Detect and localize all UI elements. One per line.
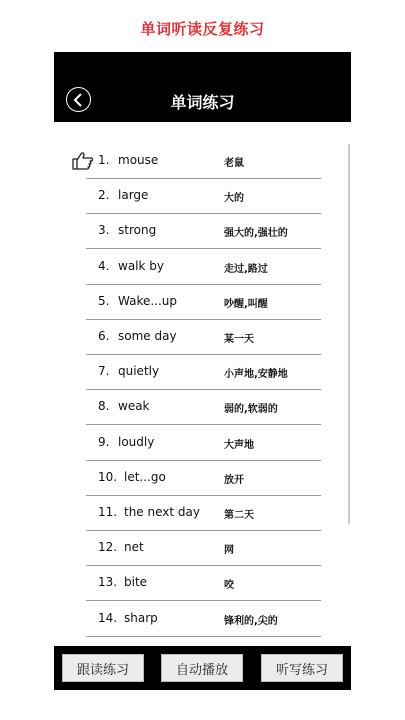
- word-number: 3.: [98, 223, 110, 238]
- word-row[interactable]: [54, 565, 351, 600]
- word-number: 6.: [98, 329, 110, 343]
- word-text: some day: [118, 329, 177, 343]
- word-text: weak: [118, 399, 150, 414]
- word-row[interactable]: [54, 495, 351, 530]
- word-number: 7.: [98, 364, 110, 379]
- word-number: 10.: [98, 469, 118, 484]
- word-row[interactable]: [54, 213, 351, 248]
- word-meaning: 强大的,强壮的: [224, 228, 288, 240]
- word-text: strong: [118, 223, 157, 238]
- word-row[interactable]: [54, 530, 351, 565]
- word-text: net: [124, 540, 144, 555]
- word-row[interactable]: [54, 284, 351, 319]
- word-row[interactable]: [54, 460, 351, 495]
- word-row[interactable]: [54, 178, 351, 213]
- word-number: 2.: [98, 188, 110, 203]
- word-meaning: 某一天: [224, 334, 254, 345]
- row-divider: [86, 636, 321, 637]
- word-row[interactable]: [54, 319, 351, 354]
- word-number: 4.: [98, 258, 110, 273]
- word-row[interactable]: [54, 354, 351, 389]
- word-text: bite: [124, 575, 148, 590]
- word-number: 14.: [98, 610, 118, 625]
- word-meaning: 弱的,软弱的: [224, 404, 278, 416]
- auto-play-button[interactable]: 自动播放: [161, 654, 243, 682]
- word-number: 1.: [98, 153, 110, 167]
- word-text: mouse: [118, 153, 159, 167]
- word-meaning: 放开: [224, 474, 244, 486]
- phone-screen: [54, 52, 351, 690]
- word-list[interactable]: [54, 122, 351, 646]
- word-meaning: 走过,路过: [224, 263, 268, 275]
- word-meaning: 大的: [224, 193, 244, 205]
- scrollbar[interactable]: [348, 144, 350, 524]
- page-title: 单词练习: [170, 93, 235, 112]
- word-meaning: 咬: [224, 580, 234, 592]
- dictation-button[interactable]: 听写练习: [261, 654, 343, 682]
- word-text: the next day: [124, 505, 200, 519]
- word-text: sharp: [124, 610, 158, 625]
- word-meaning: 老鼠: [224, 158, 244, 169]
- word-row[interactable]: [54, 143, 351, 178]
- word-text: loudly: [118, 434, 155, 449]
- word-meaning: 第二天: [224, 510, 254, 521]
- word-number: 9.: [98, 434, 110, 449]
- word-meaning: 大声地: [224, 439, 254, 451]
- word-number: 5.: [98, 293, 110, 308]
- word-row[interactable]: [54, 601, 351, 636]
- word-text: let...go: [124, 469, 166, 484]
- word-row[interactable]: [54, 425, 351, 460]
- word-meaning: 锋利的,尖的: [224, 615, 278, 627]
- follow-read-button[interactable]: 跟读练习: [62, 654, 144, 682]
- word-text: walk by: [118, 258, 164, 273]
- word-number: 8.: [98, 399, 110, 414]
- word-meaning: 吵醒,叫醒: [224, 298, 268, 310]
- screenshot-caption: 单词听读反复练习: [140, 20, 265, 38]
- word-number: 11.: [98, 505, 118, 519]
- pointing-hand-icon: [72, 151, 94, 171]
- app-header: [54, 52, 351, 122]
- word-number: 12.: [98, 540, 118, 555]
- word-meaning: 小声地,安静地: [224, 369, 288, 381]
- word-text: large: [118, 188, 149, 203]
- word-row[interactable]: [54, 389, 351, 424]
- word-text: Wake...up: [118, 293, 178, 308]
- bottom-toolbar: [54, 646, 351, 690]
- word-row[interactable]: [54, 249, 351, 284]
- word-meaning: 网: [224, 545, 234, 557]
- word-number: 13.: [98, 575, 118, 590]
- word-text: quietly: [118, 364, 160, 379]
